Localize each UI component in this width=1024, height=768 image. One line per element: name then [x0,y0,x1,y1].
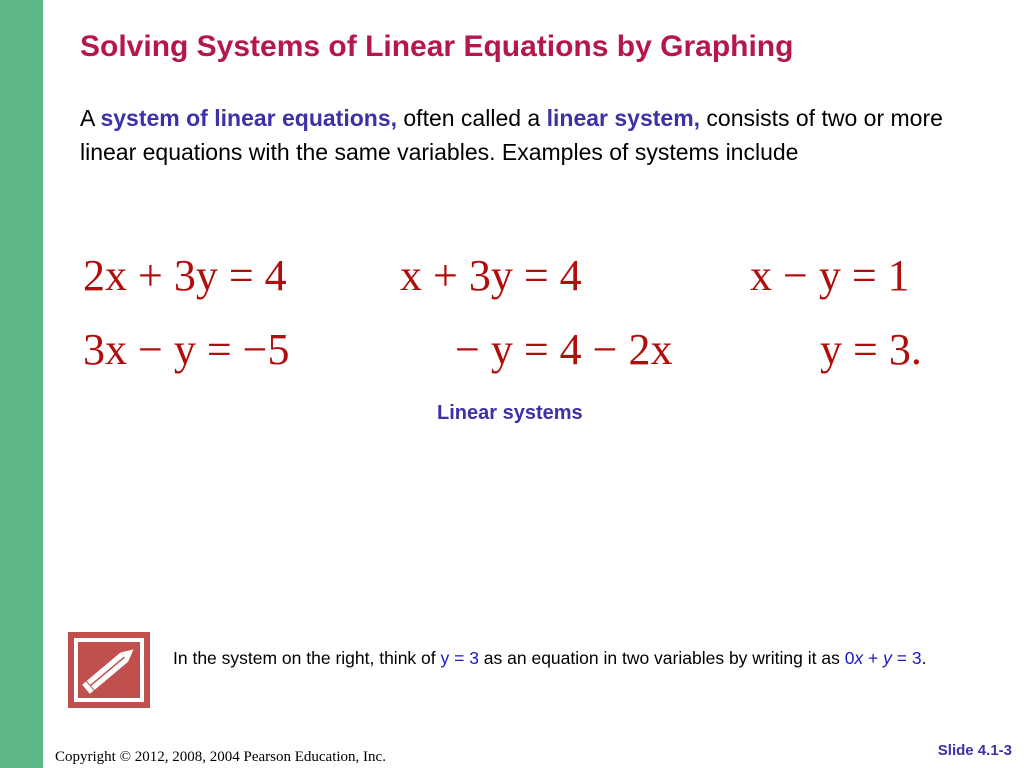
intro-pre: A [80,105,101,131]
intro-post: consists of two or more linear equations with the same variables. Examples of systems include [80,105,943,165]
intro-paragraph [80,101,970,169]
note-post: . [921,648,927,668]
term-system-of-linear-equations: system of linear equations, [100,105,397,131]
note-equation-y3: y = 3 [440,648,479,668]
sidebar-stripe [0,0,43,768]
intro-mid: often called a [397,105,547,131]
linear-systems-caption: Linear systems [437,402,583,424]
note-pre: In the system on the right, think of [173,648,441,668]
note-eq-zero: 0 [844,648,855,668]
slide-title: Solving Systems of Linear Equations by Graphing [80,30,794,63]
equation-1: 2x + 3y = 4 [83,251,287,300]
note-text [173,645,943,672]
term-linear-system: linear system, [546,105,701,131]
note-eq-plus: + [863,648,884,668]
pencil-icon [68,632,150,708]
equation-5: x − y = 1 [750,251,910,300]
note-eq-x: x [854,648,864,668]
note-eq-equals: = 3 [891,648,922,668]
note-mid: as an equation in two variables by writing it as [478,648,845,668]
slide-number: Slide 4.1-3 [937,742,1012,759]
equation-3: x + 3y = 4 [400,251,582,300]
equation-4: − y = 4 − 2x [455,325,673,374]
note-eq-y: y [883,648,892,668]
copyright-footer: Copyright © 2012, 2008, 2004 Pearson Education, Inc. [55,749,386,765]
equation-2: 3x − y = −5 [83,325,290,374]
equation-6: y = 3. [820,325,922,374]
